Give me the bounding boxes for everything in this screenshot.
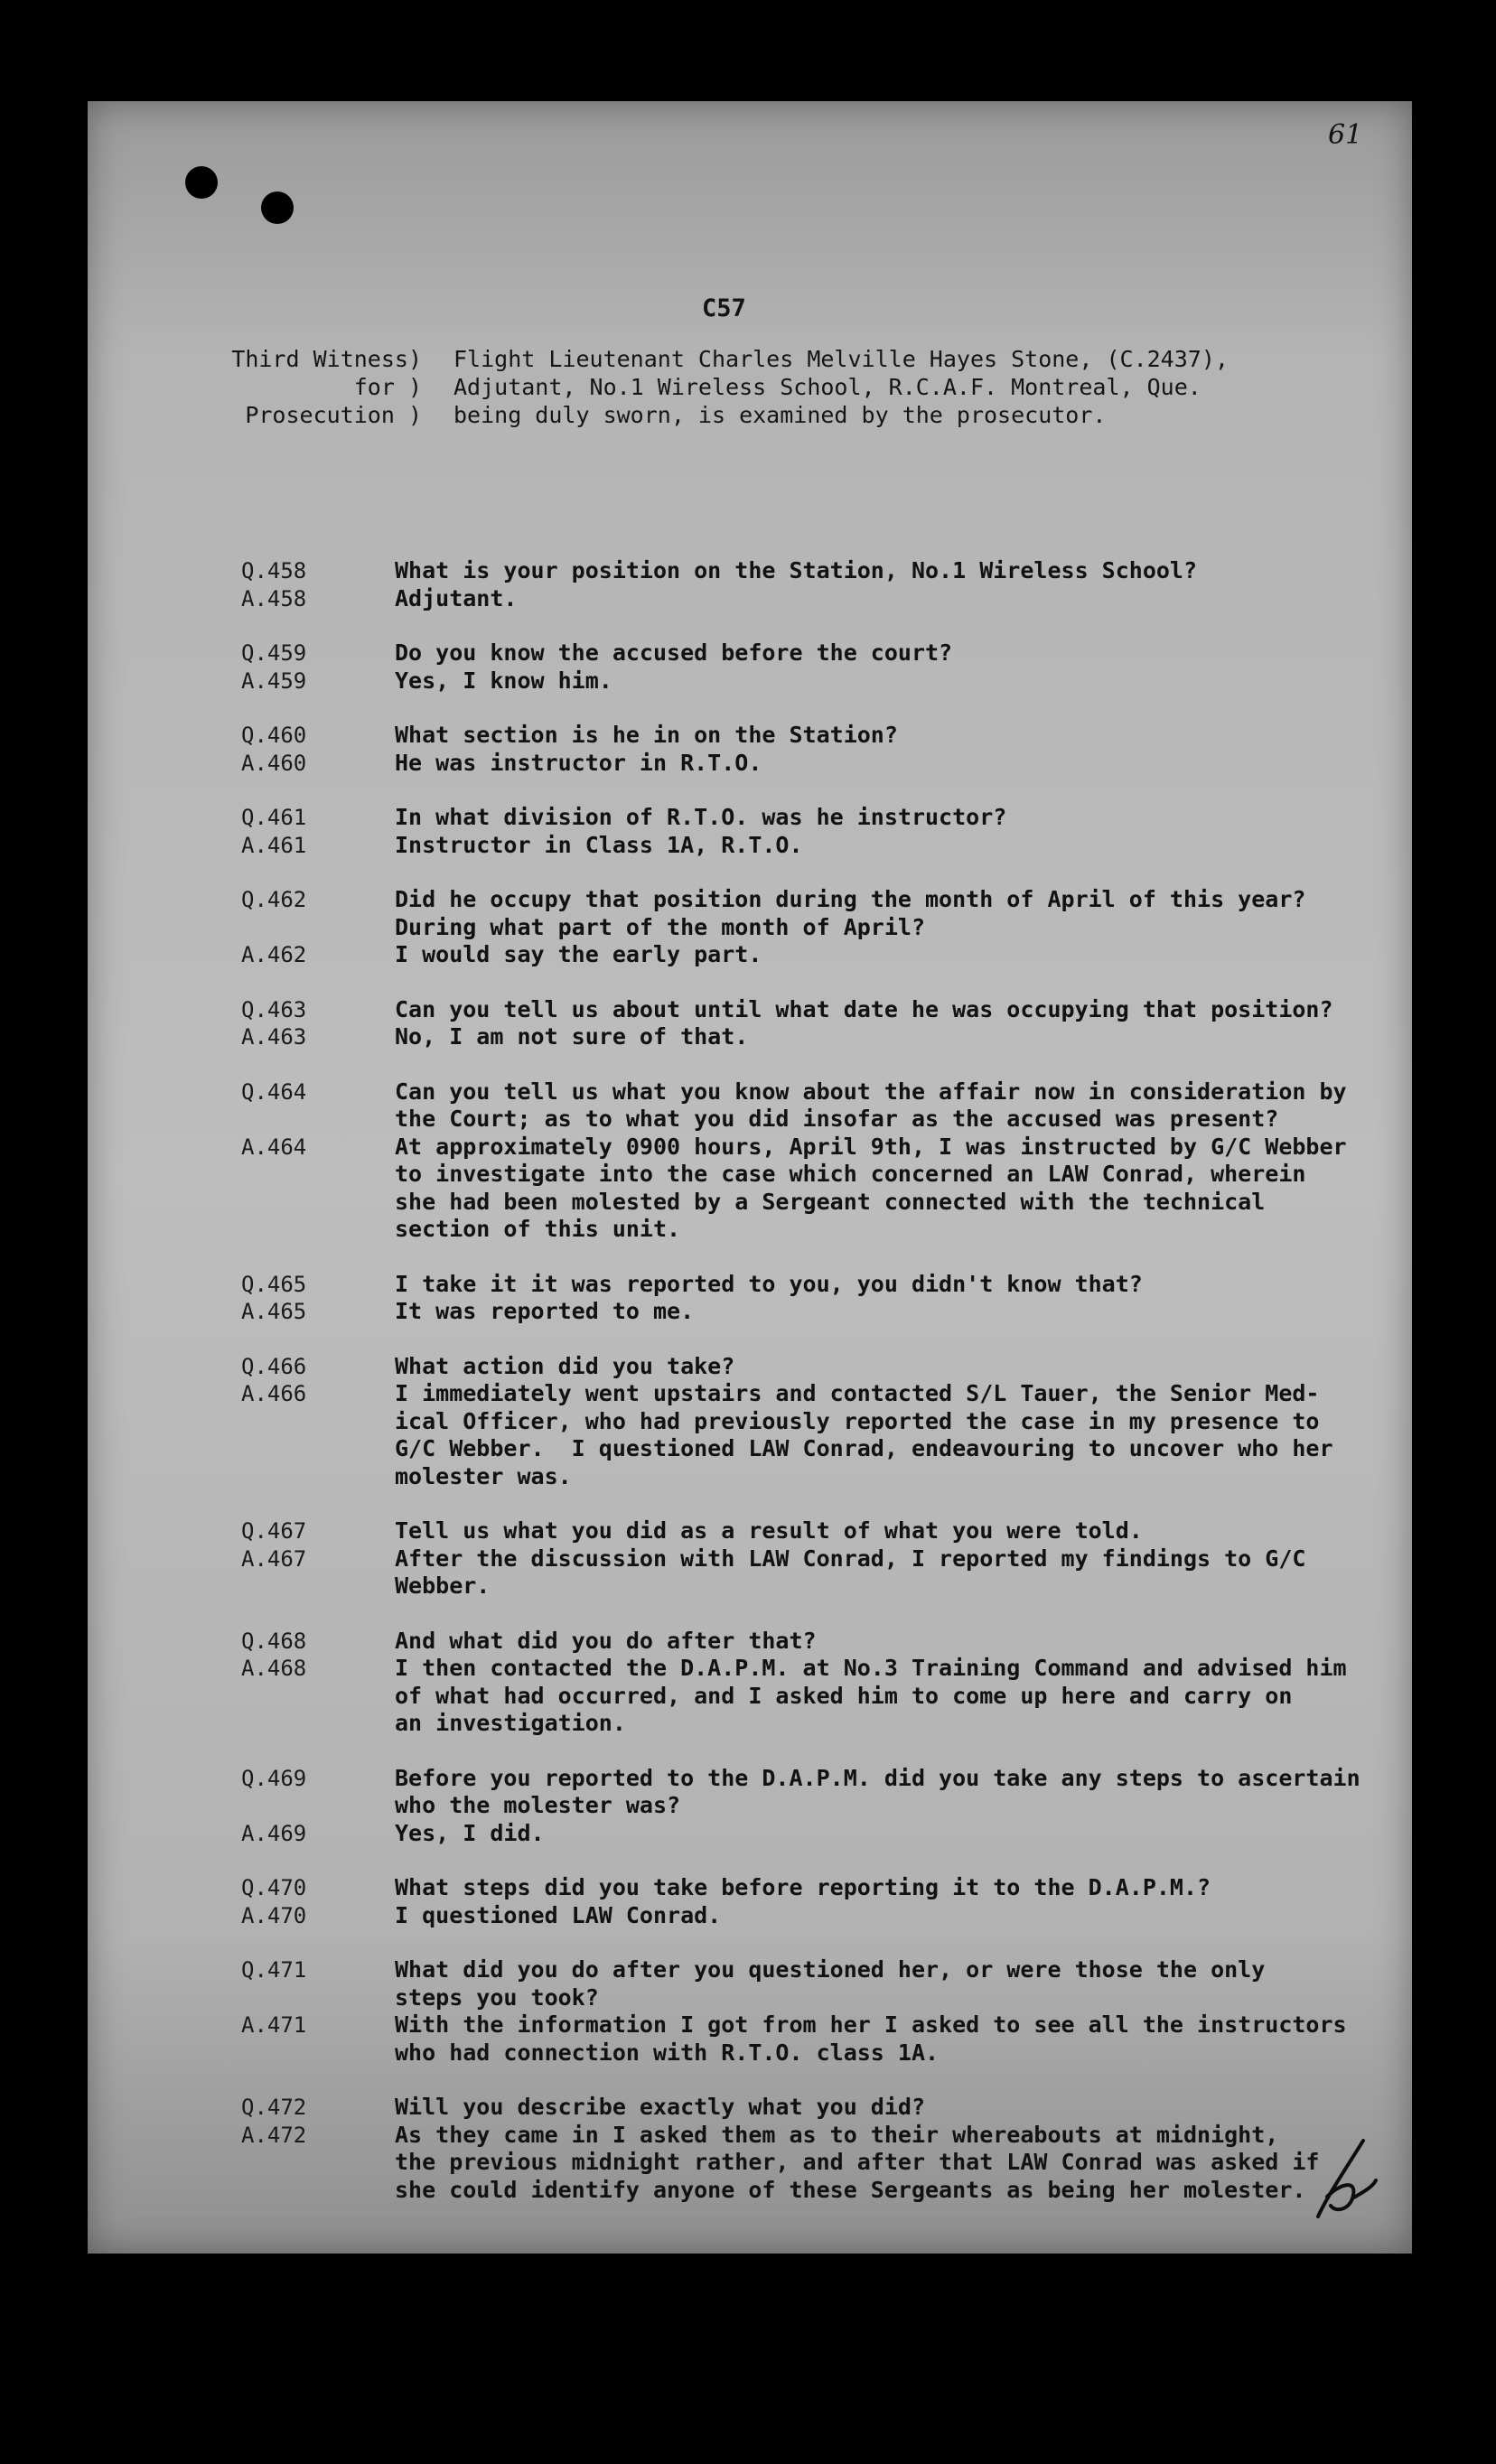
question-number: Q.459: [241, 640, 307, 666]
question-text-line: who the molester was?: [395, 1792, 681, 1818]
witness-label-line: Third Witness): [231, 346, 422, 372]
answer-text-line: an investigation.: [395, 1710, 626, 1736]
question-number: Q.469: [241, 1765, 307, 1791]
question-text-line: What action did you take?: [395, 1352, 735, 1379]
answer-number: A.469: [241, 1820, 307, 1846]
question-number: Q.466: [241, 1353, 307, 1379]
answer-text-line: Yes, I know him.: [395, 667, 612, 694]
initials-signature: [1309, 2133, 1381, 2224]
question-text-line: the Court; as to what you did insofar as the accused was present?: [395, 1106, 1279, 1132]
answer-text-line: I then contacted the D.A.P.M. at No.3 Training Command and advised him: [395, 1655, 1347, 1681]
answer-number: A.471: [241, 2012, 307, 2038]
question-text-line: steps you took?: [395, 1983, 599, 2011]
question-text-line: Before you reported to the D.A.P.M. did you take any steps to ascertain: [395, 1764, 1360, 1791]
question-number: Q.472: [241, 2095, 307, 2120]
answer-text-line: Webber.: [395, 1573, 491, 1599]
question-number: Q.468: [241, 1628, 307, 1654]
answer-number: A.463: [241, 1024, 307, 1050]
question-number: Q.465: [241, 1271, 307, 1297]
question-number: Q.461: [241, 805, 307, 830]
witness-label-line: for ): [353, 374, 422, 400]
witness-label-line: Prosecution ): [245, 402, 422, 428]
question-number: Q.471: [241, 1957, 307, 1983]
question-text-line: What is your position on the Station, No.1 Wireless School?: [395, 557, 1198, 583]
punch-hole: [261, 191, 294, 224]
answer-text-line: she had been molested by a Sergeant connected with the technical: [395, 1188, 1266, 1215]
answer-text-line: At approximately 0900 hours, April 9th, I was instructed by G/C Webber: [395, 1133, 1347, 1160]
answer-number: A.465: [241, 1299, 307, 1324]
answer-number: A.464: [241, 1134, 307, 1160]
answer-number: A.468: [241, 1656, 307, 1681]
question-text-line: Do you know the accused before the court?: [395, 639, 953, 666]
question-number: Q.470: [241, 1875, 307, 1900]
question-text-line: What section is he in on the Station?: [395, 722, 898, 748]
answer-text-line: who had connection with R.T.O. class 1A.: [395, 2039, 940, 2066]
answer-text-line: Yes, I did.: [395, 1819, 545, 1846]
answer-text-line: Instructor in Class 1A, R.T.O.: [395, 831, 803, 858]
answer-number: A.459: [241, 667, 307, 694]
answer-text-line: the previous midnight rather, and after that LAW Conrad was asked if: [395, 2149, 1320, 2175]
answer-number: A.470: [241, 1902, 307, 1928]
punch-hole: [185, 166, 218, 199]
answer-text-line: No, I am not sure of that.: [395, 1023, 749, 1050]
answer-text-line: section of this unit.: [395, 1216, 681, 1242]
question-text-line: In what division of R.T.O. was he instructor?: [395, 804, 1007, 830]
answer-text-line: ical Officer, who had previously reported the case in my presence to: [395, 1407, 1320, 1434]
answer-number: A.472: [241, 2122, 307, 2148]
question-text-line: And what did you do after that?: [395, 1627, 817, 1654]
question-text-line: Did he occupy that position during the month of April of this year?: [395, 886, 1306, 912]
answer-text-line: It was reported to me.: [395, 1298, 695, 1324]
document-page: [88, 101, 1412, 2254]
question-text-line: What steps did you take before reporting it to the D.A.P.M.?: [395, 1874, 1211, 1900]
witness-text-line: Adjutant, No.1 Wireless School, R.C.A.F. Montreal, Que.: [453, 374, 1201, 400]
answer-text-line: of what had occurred, and I asked him to come up here and carry on: [395, 1682, 1293, 1709]
question-text-line: I take it it was reported to you, you didn't know that?: [395, 1270, 1143, 1297]
question-number: Q.458: [241, 558, 307, 583]
answer-number: A.461: [241, 832, 307, 858]
answer-number: A.466: [241, 1381, 307, 1406]
document-code: C57: [702, 294, 746, 322]
question-text-line: Tell us what you did as a result of what you were told.: [395, 1517, 1143, 1544]
witness-text-line: Flight Lieutenant Charles Melville Hayes Stone, (C.2437),: [453, 346, 1229, 372]
question-text-line: Can you tell us what you know about the affair now in consideration by: [395, 1078, 1347, 1105]
answer-text-line: After the discussion with LAW Conrad, I reported my findings to G/C: [395, 1545, 1306, 1572]
question-number: Q.463: [241, 996, 307, 1022]
answer-text-line: I questioned LAW Conrad.: [395, 1901, 722, 1928]
question-number: Q.464: [241, 1078, 307, 1105]
question-text-line: During what part of the month of April?: [395, 913, 925, 940]
answer-text-line: He was instructor in R.T.O.: [395, 749, 762, 776]
question-text-line: Will you describe exactly what you did?: [395, 2094, 925, 2120]
answer-text-line: I would say the early part.: [395, 941, 762, 967]
answer-text-line: G/C Webber. I questioned LAW Conrad, endeavouring to uncover who her: [395, 1435, 1333, 1461]
answer-text-line: to investigate into the case which concerned an LAW Conrad, wherein: [395, 1161, 1306, 1187]
witness-text-line: being duly sworn, is examined by the prosecutor.: [453, 402, 1107, 428]
answer-number: A.467: [241, 1545, 307, 1572]
answer-text-line: she could identify anyone of these Sergeants as being her molester.: [395, 2176, 1306, 2203]
question-text-line: What did you do after you questioned her, or were those the only: [395, 1956, 1266, 1983]
answer-text-line: As they came in I asked them as to their whereabouts at midnight,: [395, 2121, 1279, 2148]
answer-text-line: Adjutant.: [395, 584, 518, 611]
answer-text-line: I immediately went upstairs and contacted S/L Tauer, the Senior Med-: [395, 1380, 1320, 1406]
page-number: 61: [1328, 119, 1363, 151]
question-text-line: Can you tell us about until what date he was occupying that position?: [395, 995, 1333, 1022]
question-number: Q.462: [241, 887, 307, 912]
answer-number: A.458: [241, 585, 307, 611]
question-number: Q.460: [241, 723, 307, 748]
answer-text-line: molester was.: [395, 1462, 572, 1489]
answer-number: A.462: [241, 942, 307, 967]
answer-number: A.460: [241, 750, 307, 776]
answer-text-line: With the information I got from her I asked to see all the instructors: [395, 2011, 1347, 2038]
question-number: Q.467: [241, 1518, 307, 1544]
